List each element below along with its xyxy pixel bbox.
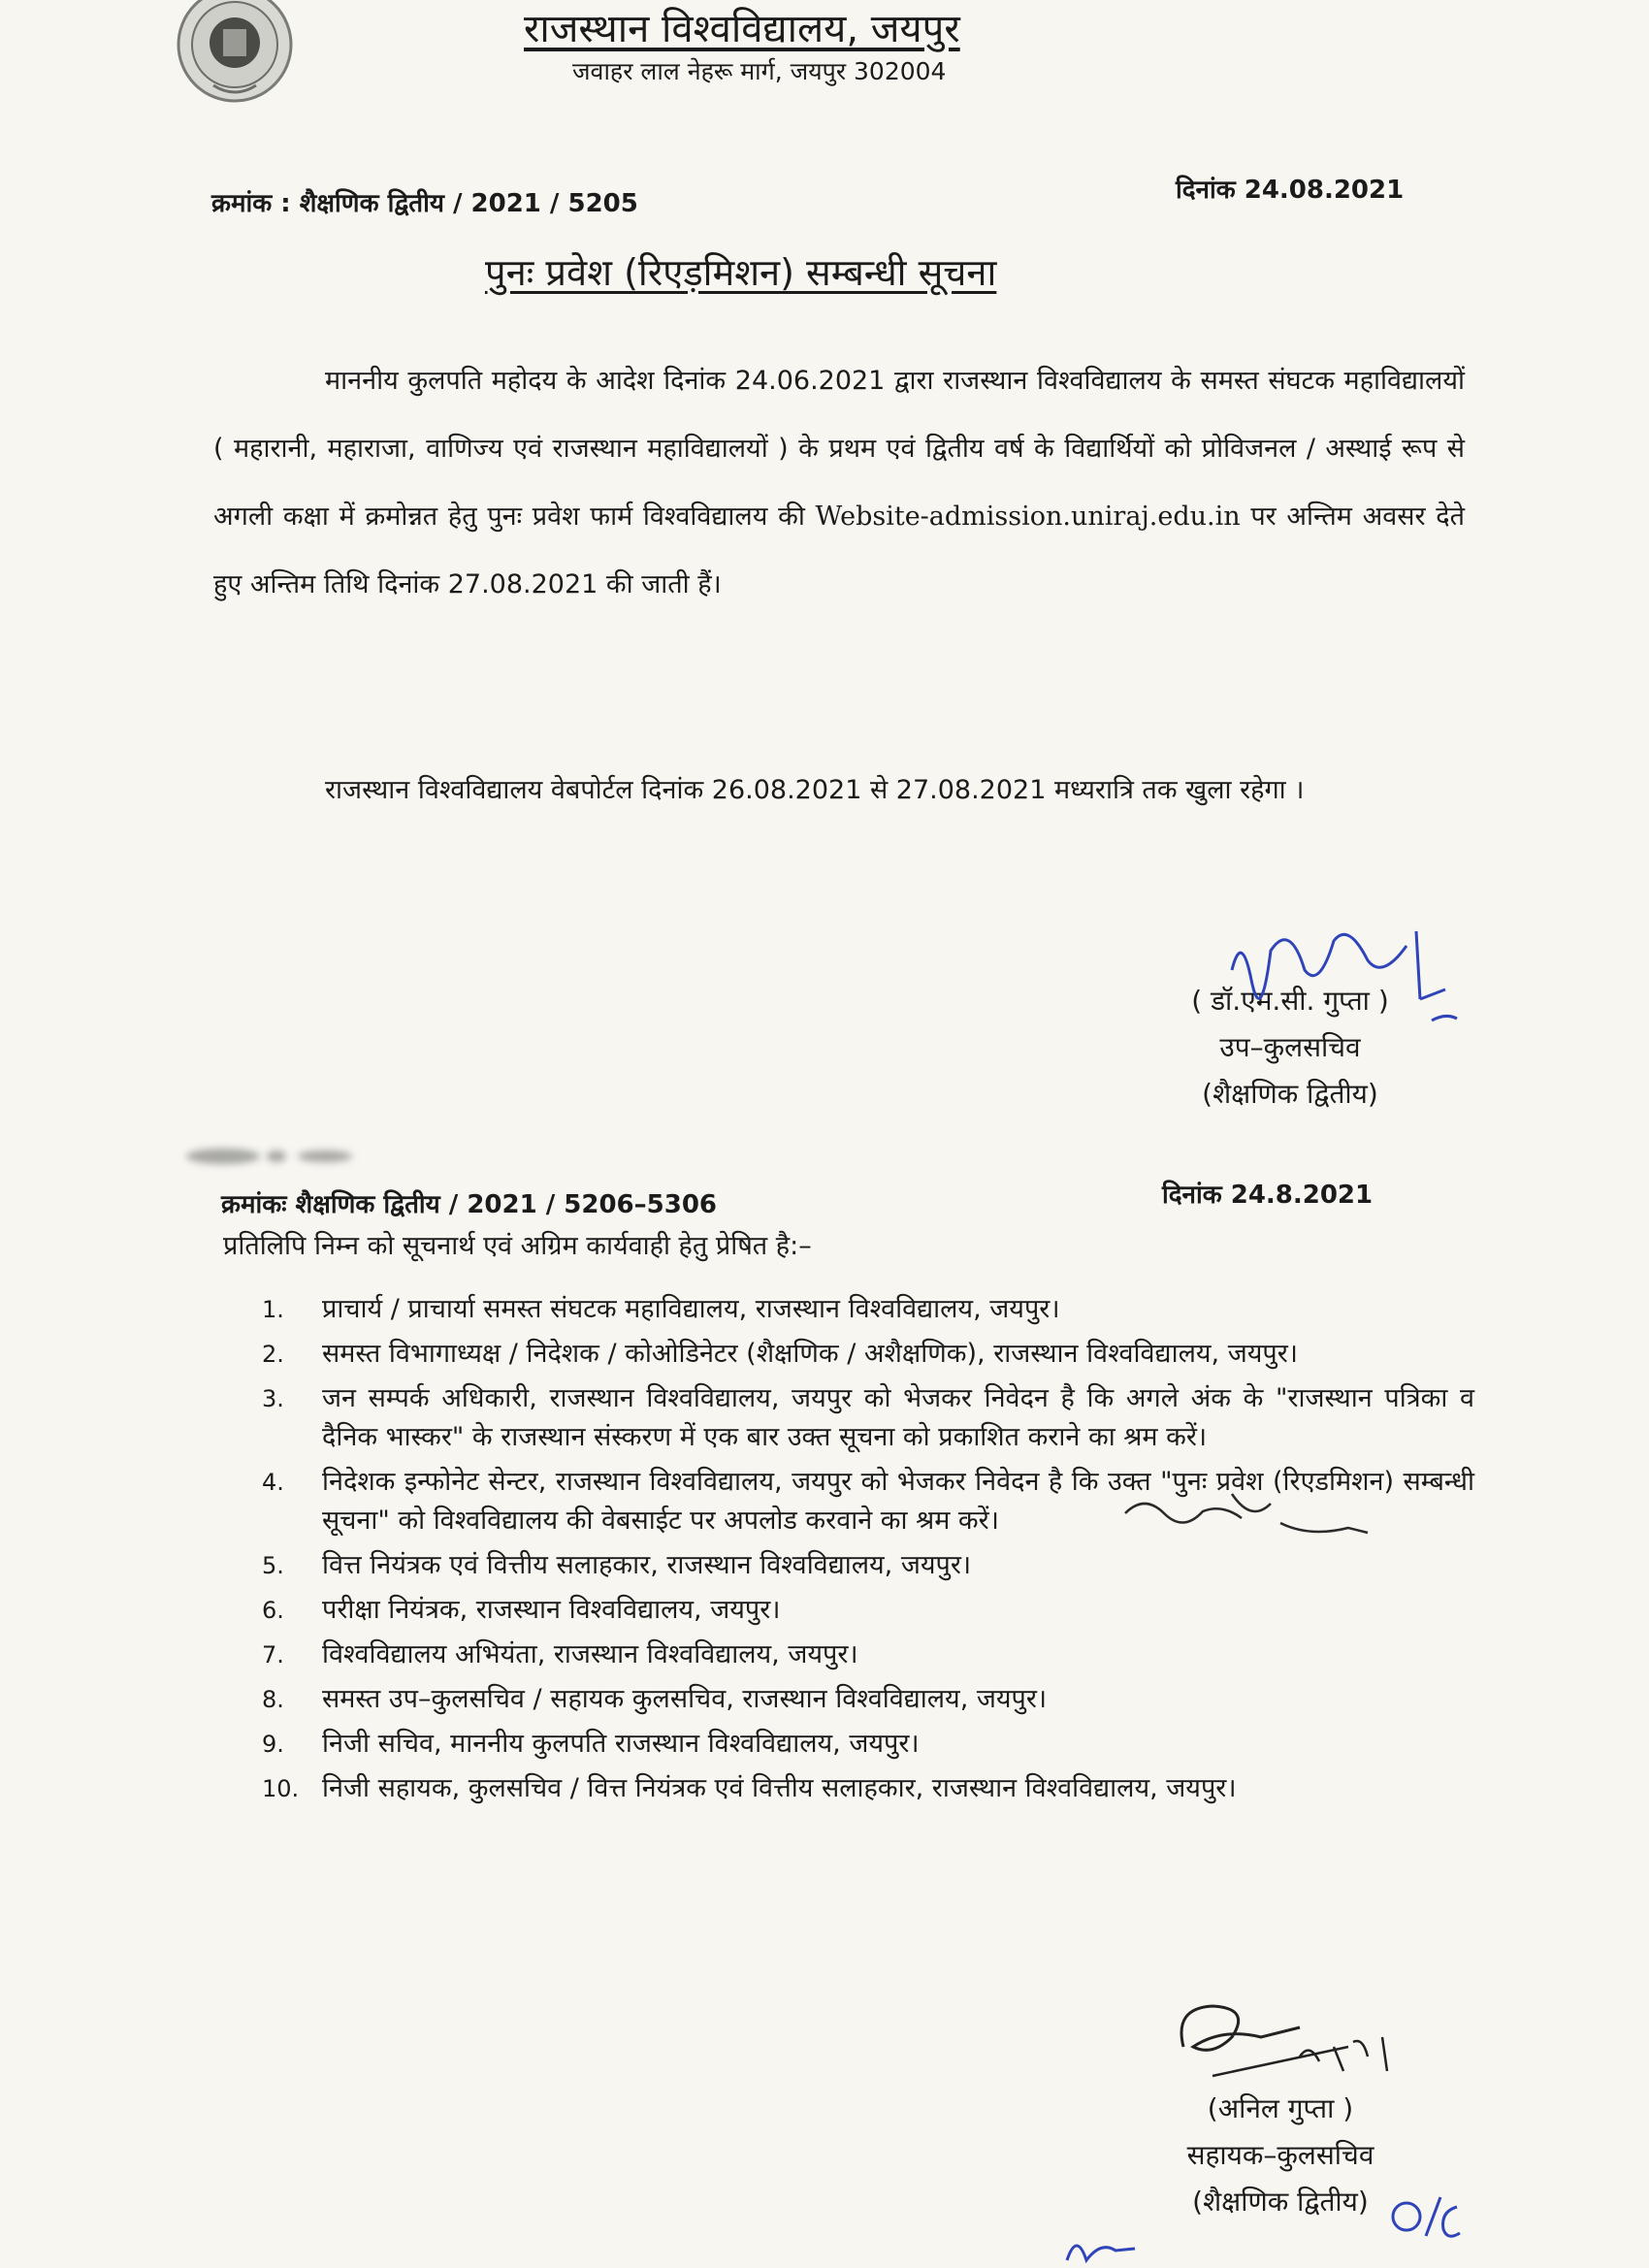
list-item-text: निदेशक इन्फोनेट सेन्टर, राजस्थान विश्वविद्यालय, जयपुर को भेजकर निवेदन है कि उक्त "पुनः प्रवेश (रिएडमिशन) सम्बन्धी सूचना" को विश्वविद्यालय की वेबसाईट पर अपलोड करवाने का श्रम करें।: [322, 1467, 1474, 1536]
list-item-number: 9.: [262, 1731, 284, 1758]
notice-reference-number: क्रमांक : शैक्षणिक द्वितीय / 2021 / 5205: [211, 189, 638, 218]
list-item-text: निजी सचिव, माननीय कुलपति राजस्थान विश्वविद्यालय, जयपुर।: [322, 1729, 920, 1759]
list-item-number: 7.: [262, 1641, 284, 1669]
list-item: [262, 1546, 1474, 1585]
list-item-number: 5.: [262, 1552, 284, 1579]
list-item-number: 4.: [262, 1469, 284, 1496]
copy-recipient-list: [262, 1290, 1474, 1814]
university-address: जवाहर लाल नेहरू मार्ग, जयपुर 302004: [572, 57, 947, 85]
signatory-2-name: (अनिल गुप्ता ): [1207, 2092, 1354, 2124]
blue-ink-mark-icon: [1057, 2221, 1145, 2268]
paragraph-1-text-b: पर अन्तिम अवसर देते हुए अन्तिम तिथि दिनांक 27.08.2021 की जाती हैं।: [213, 502, 1465, 599]
university-name: राजस्थान विश्वविद्यालय, जयपुर: [524, 7, 960, 51]
list-item-text: निजी सहायक, कुलसचिव / वित्त नियंत्रक एवं वित्तीय सलाहकार, राजस्थान विश्वविद्यालय, जयपुर।: [322, 1773, 1237, 1803]
list-item: [262, 1591, 1474, 1630]
list-item: [262, 1636, 1474, 1674]
list-item: [262, 1725, 1474, 1764]
notice-title: पुनः प्रवेश (रिएड़मिशन) सम्बन्धी सूचना: [485, 251, 997, 294]
list-item: [262, 1463, 1474, 1540]
admission-website-link: Website-admission.uniraj.edu.in: [815, 502, 1241, 532]
list-item: [262, 1379, 1474, 1457]
signatory-1-designation: उप–कुलसचिव: [1219, 1031, 1361, 1063]
list-item: [262, 1680, 1474, 1719]
list-item-number: 6.: [262, 1597, 284, 1624]
list-item-number: 2.: [262, 1341, 284, 1368]
list-item-text: समस्त उप–कुलसचिव / सहायक कुलसचिव, राजस्थान विश्वविद्यालय, जयपुर।: [322, 1684, 1048, 1714]
copy-intro-text: प्रतिलिपि निम्न को सूचनार्थ एवं अग्रिम कार्यवाही हेतु प्रेषित है:–: [223, 1231, 812, 1261]
list-item-number: 1.: [262, 1296, 284, 1323]
signatory-1-block: [1135, 978, 1445, 1118]
list-item-number: 8.: [262, 1686, 284, 1713]
notice-date: दिनांक 24.08.2021: [1176, 176, 1405, 205]
list-item-text: परीक्षा नियंत्रक, राजस्थान विश्वविद्यालय, जयपुर।: [322, 1595, 781, 1625]
notice-paragraph-1: [213, 347, 1465, 619]
university-seal-icon: [167, 0, 303, 114]
signatory-2-block: [1116, 2086, 1445, 2225]
list-item: [262, 1335, 1474, 1374]
list-item: [262, 1769, 1474, 1808]
list-item-number: 3.: [262, 1385, 284, 1412]
signatory-1-department: (शैक्षणिक द्वितीय): [1202, 1078, 1378, 1110]
copy-date: दिनांक 24.8.2021: [1162, 1181, 1374, 1210]
signature-2-icon: [1154, 1989, 1426, 2095]
list-item-text: प्राचार्य / प्राचार्या समस्त संघटक महाविद्यालय, राजस्थान विश्वविद्यालय, जयपुर।: [322, 1294, 1060, 1324]
list-item-text: समस्त विभागाध्यक्ष / निदेशक / कोओडिनेटर (शैक्षणिक / अशैक्षणिक), राजस्थान विश्वविद्यालय, जयपुर।: [322, 1339, 1299, 1369]
list-item-number: 10.: [262, 1775, 300, 1802]
list-item-text: विश्वविद्यालय अभियंता, राजस्थान विश्वविद्यालय, जयपुर।: [322, 1639, 858, 1669]
copy-reference-number: क्रमांकः शैक्षणिक द्वितीय / 2021 / 5206–5306: [221, 1190, 718, 1219]
signatory-1-name: ( डॉ.एम.सी. गुप्ता ): [1191, 985, 1389, 1017]
paragraph-1-text-a: माननीय कुलपति महोदय के आदेश दिनांक 24.06.2021 द्वारा राजस्थान विश्वविद्यालय के समस्त संघटक महाविद्यालयों ( महारानी, महाराजा, वाणिज्य एवं राजस्थान महाविद्यालयों ) के प्रथम एवं द्वितीय वर्ष के विद्यार्थियों को प्रोविजनल / अस्थाई रूप से अगली कक्षा में क्रमोन्नत हेतु पुनः प्रवेश फार्म विश्वविद्यालय की: [213, 366, 1465, 532]
signatory-2-designation: सहायक–कुलसचिव: [1186, 2139, 1374, 2171]
list-item-text: वित्त नियंत्रक एवं वित्तीय सलाहकार, राजस्थान विश्वविद्यालय, जयपुर।: [322, 1550, 972, 1580]
smudge-mark: [184, 1145, 359, 1168]
notice-paragraph-2: राजस्थान विश्वविद्यालय वेबपोर्टल दिनांक 26.08.2021 से 27.08.2021 मध्यरात्रि तक खुला रहेगा ।: [325, 775, 1305, 805]
signatory-2-department: (शैक्षणिक द्वितीय): [1192, 2186, 1369, 2218]
list-item: [262, 1290, 1474, 1329]
list-item-text: जन सम्पर्क अधिकारी, राजस्थान विश्वविद्यालय, जयपुर को भेजकर निवेदन है कि अगले अंक के "राजस्थान पत्रिका व दैनिक भास्कर" के राजस्थान संस्करण में एक बार उक्त सूचना को प्रकाशित कराने का श्रम करें।: [322, 1383, 1474, 1452]
